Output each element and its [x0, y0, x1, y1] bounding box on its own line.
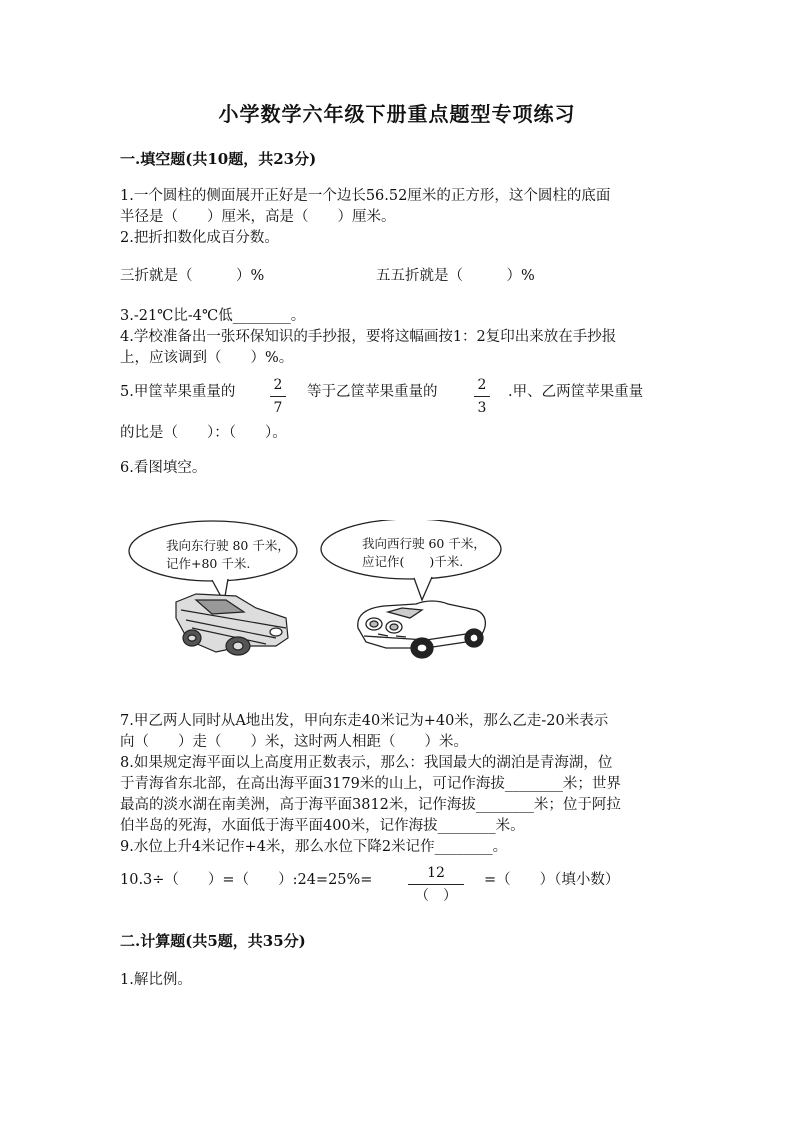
q2-answer-a: 三折就是（ ）%: [120, 268, 265, 284]
convertible-car-icon: [358, 601, 486, 658]
q5-part2: 等于乙筐苹果重量的: [307, 384, 438, 400]
q7-line1: 7.甲乙两人同时从A地出发，甲向东走40米记为+40米，那么乙走-20米表示: [120, 713, 609, 729]
q10-fraction: [408, 864, 464, 905]
q10-fraction-numerator: 12: [427, 865, 445, 881]
q8-line2: 于青海省东北部，在高出海平面3179米的山上，可记作海拔________米；世界: [120, 776, 621, 792]
bubble-left-line1: 我向东行驶 80 千米，: [166, 538, 290, 553]
q5-fraction-2-denominator: 3: [477, 400, 487, 416]
q5-line2: 的比是（ ）：（ ）。: [120, 425, 287, 441]
bubble-right-line1: 我向西行驶 60 千米，: [362, 536, 486, 551]
fraction-bar: [408, 884, 464, 885]
q8-line1: 8.如果规定海平面以上高度用正数表示，那么：我国最大的湖泊是青海湖，位: [120, 755, 613, 771]
q10-part2: =（ ）（填小数）: [484, 872, 620, 888]
q5-fraction-2: [474, 376, 490, 417]
q5-fraction-2-numerator: 2: [477, 377, 487, 393]
fraction-bar: [270, 396, 286, 397]
q5-fraction-1: [270, 376, 286, 417]
fraction-bar: [474, 396, 490, 397]
q4-line1: 4.学校准备出一张环保知识的手抄报，要将这幅画按1：2复印出来放在手抄报: [120, 329, 617, 345]
q5-fraction-1-numerator: 2: [273, 377, 283, 393]
q1-line2: 半径是（ ）厘米，高是（ ）厘米。: [120, 209, 396, 225]
q7-line2: 向（ ）走（ ）米，这时两人相距（ ）米。: [120, 734, 468, 750]
q5-fraction-1-denominator: 7: [273, 400, 283, 416]
q9-text: 9.水位上升4米记作+4米，那么水位下降2米记作________。: [120, 839, 508, 855]
section-heading-fill-in: 一.填空题(共10题，共23分): [120, 150, 317, 168]
page-title: 小学数学六年级下册重点题型专项练习: [218, 102, 576, 126]
sports-car-icon: [176, 594, 288, 655]
calc-q1-text: 1.解比例。: [120, 972, 192, 988]
q4-line2: 上，应该调到（ ）%。: [120, 350, 294, 366]
q2-answer-b: 五五折就是（ ）%: [376, 268, 535, 284]
q5-part3: .甲、乙两筐苹果重量: [508, 384, 644, 400]
q10-fraction-denominator: （ ）: [415, 888, 457, 904]
q3-text: 3.-21℃比-4℃低________。: [120, 308, 306, 324]
q5-part1: 5.甲筐苹果重量的: [120, 384, 236, 400]
bubble-left-line2: 记作+80 千米.: [166, 556, 251, 571]
q8-line4: 伯半岛的死海，水面低于海平面400米，记作海拔________米。: [120, 818, 525, 834]
q2-text: 2.把折扣数化成百分数。: [120, 230, 279, 246]
bubble-right-line2: 应记作( )千米.: [362, 554, 464, 569]
q10-part1: 10.3÷（ ）=（ ）:24=25%=: [120, 872, 373, 888]
section-heading-calculation: 二.计算题(共5题，共35分): [120, 932, 306, 950]
q6-text: 6.看图填空。: [120, 460, 207, 476]
q8-line3: 最高的淡水湖在南美洲，高于海平面3812米，记作海拔________米；位于阿拉: [120, 797, 621, 813]
q1-line1: 1.一个圆柱的侧面展开正好是一个边长56.52厘米的正方形，这个圆柱的底面: [120, 188, 611, 204]
